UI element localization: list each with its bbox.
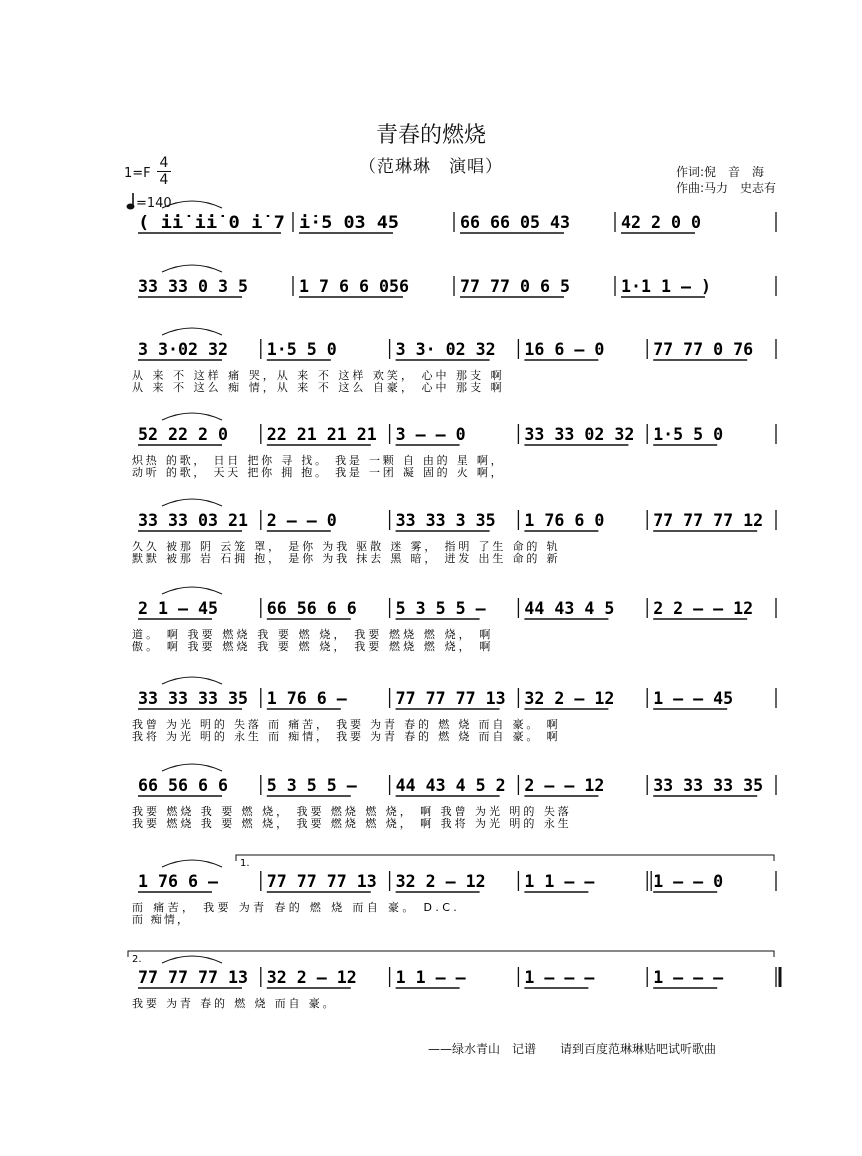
- volta-bracket: [128, 951, 774, 957]
- measure-notes: 1 76 6 –: [138, 872, 219, 892]
- measure-notes: 44 43 4 5 2: [395, 776, 506, 796]
- measure-notes: 1 – – 45: [653, 689, 734, 709]
- slur: [162, 764, 222, 771]
- score-system: [128, 764, 776, 830]
- measure-notes: 2 – – 12: [524, 776, 605, 796]
- lyric-line: 我要 燃烧 我 要 燃 烧， 我要 燃烧 燃 烧， 啊 我曾 为光 明的 失落: [132, 805, 569, 818]
- composer: 作曲:马力 史志有: [676, 181, 777, 195]
- measure-notes: 1 – – 0: [653, 872, 724, 892]
- lyricist: 作词:倪 音 海: [676, 165, 765, 179]
- measure-notes: 3 3· 02 32: [395, 340, 496, 360]
- tempo-value: =140: [136, 196, 172, 211]
- volta-bracket: [236, 855, 774, 861]
- measure-notes: 32 2 – 12: [266, 968, 357, 988]
- score-system: [128, 855, 776, 926]
- measure-notes: 77 77 77 12: [653, 511, 764, 531]
- measure-notes: 33 33 0 3 5: [138, 277, 248, 297]
- measure-notes: 77 77 77 13: [266, 872, 377, 892]
- measure-notes: 77 77 77 13: [395, 689, 506, 709]
- lyric-line: 我要 为青 春的 燃 烧 而自 豪。: [132, 997, 334, 1010]
- song-subtitle: （范琳琳 演唱）: [359, 157, 503, 177]
- slur: [162, 201, 222, 208]
- measure-notes: 66 56 6 6: [266, 599, 357, 619]
- slur: [162, 265, 222, 272]
- lyric-line: 默默 被那 岩 石拥 抱， 是你 为我 抹去 黑 暗， 迸发 出生 命的 新: [132, 552, 558, 565]
- lyric-line: 动听 的歌， 天天 把你 拥 抱。 我是 一团 凝 固的 火 啊，: [132, 466, 502, 479]
- measure-notes: 1 7 6 6 056: [299, 277, 409, 297]
- measure-notes: 32 2 – 12: [524, 689, 615, 709]
- lyric-line: 我将 为光 明的 永生 而 痴情， 我要 为青 春的 燃 烧 而自 豪。 啊: [132, 730, 558, 743]
- measure-notes: 3 – – 0: [395, 425, 466, 445]
- measure-notes: 2 1 – 45: [138, 599, 218, 619]
- measure-notes: 16 6 – 0: [524, 340, 605, 360]
- measure-notes: 22 21 21 21: [266, 425, 377, 445]
- measure-notes: 66 66 05 43: [460, 213, 570, 233]
- measure-notes: 33 33 02 32: [524, 425, 635, 445]
- footer-note: ——绿水青山 记谱 请到百度范琳琳贴吧试听歌曲: [428, 1042, 717, 1056]
- measure-notes: 77 77 0 6 5: [460, 277, 570, 297]
- time-signature-top: 4: [159, 155, 169, 171]
- measure-notes: 44 43 4 5: [524, 599, 615, 619]
- slur: [162, 860, 222, 867]
- score-system: [128, 201, 776, 233]
- measure-notes: 1·1 1 – ): [621, 277, 711, 297]
- measure-notes: 3 3·02 32: [138, 340, 228, 360]
- score-system: [128, 587, 776, 653]
- measure-notes: 42 2 0 0: [621, 213, 701, 233]
- slur: [162, 413, 222, 420]
- measure-notes: ( i̇i̇ i̇i̇ 0 i̇ 7: [138, 213, 285, 233]
- measure-notes: 1·5 5 0: [266, 340, 337, 360]
- measure-notes: 2 2 – – 12: [653, 599, 754, 619]
- volta-number: 1.: [240, 858, 250, 869]
- lyric-line: 炽热 的歌， 日日 把你 寻 找。 我是 一颗 自 由的 星 啊，: [132, 454, 502, 467]
- lyric-line: 而 痴情，: [132, 913, 188, 926]
- key-signature: 1=F: [124, 166, 151, 181]
- measure-notes: 5 3 5 5 –: [266, 776, 358, 796]
- slur: [162, 587, 222, 594]
- slur: [162, 956, 222, 963]
- lyric-line: 我要 燃烧 我 要 燃 烧， 我要 燃烧 燃 烧， 啊 我将 为光 明的 永生: [132, 817, 569, 830]
- measure-notes: 77 77 0 76: [653, 340, 754, 360]
- measure-notes: 1·5 5 0: [653, 425, 724, 445]
- score-system: [128, 265, 776, 297]
- lyric-line: 道。 啊 我要 燃烧 我 要 燃 烧， 我要 燃烧 燃 烧， 啊: [132, 628, 491, 641]
- volta-number: 2.: [132, 954, 142, 965]
- measure-notes: 33 33 03 21: [138, 511, 248, 531]
- measure-notes: 1 76 6 0: [524, 511, 605, 531]
- measure-notes: 1 1 – –: [395, 968, 467, 988]
- measure-notes: i̇·5 03 45: [299, 213, 399, 233]
- slur: [162, 328, 222, 335]
- slur: [162, 499, 222, 506]
- measure-notes: 33 33 3 35: [395, 511, 496, 531]
- score-system: [128, 951, 780, 1010]
- measure-notes: 1 76 6 –: [266, 689, 348, 709]
- lyric-line: 从 来 不 这么 痴 情，从 来 不 这么 自豪， 心中 那支 啊: [132, 381, 502, 394]
- lyric-line: 傲。 啊 我要 燃烧 我 要 燃 烧， 我要 燃烧 燃 烧， 啊: [132, 640, 491, 653]
- score-system: [128, 328, 776, 394]
- slur: [162, 677, 222, 684]
- lyric-line: 我曾 为光 明的 失落 而 痛苦， 我要 为青 春的 燃 烧 而自 豪。 啊: [132, 718, 558, 731]
- measure-notes: 52 22 2 0: [138, 425, 228, 445]
- measure-notes: 1 – – –: [653, 968, 724, 988]
- measure-notes: 33 33 33 35: [138, 689, 248, 709]
- score-system: [128, 413, 776, 479]
- measure-notes: 1 – – –: [524, 968, 596, 988]
- time-signature-bottom: 4: [157, 171, 171, 188]
- lyric-line: 而 痛苦， 我要 为青 春的 燃 烧 而自 豪。 D.C.: [132, 901, 457, 914]
- song-title: 青春的燃烧: [375, 123, 486, 148]
- measure-notes: 5 3 5 5 –: [395, 599, 487, 619]
- measure-notes: 33 33 33 35: [653, 776, 764, 796]
- measure-notes: 66 56 6 6: [138, 776, 228, 796]
- score-system: [128, 499, 776, 565]
- measure-notes: 2 – – 0: [266, 511, 337, 531]
- lyric-line: 久久 被那 阴 云笼 罩， 是你 为我 驱散 迷 雾， 指明 了生 命的 轨: [132, 540, 558, 553]
- measure-notes: 1 1 – –: [524, 872, 596, 892]
- score-system: [128, 677, 776, 743]
- measure-notes: 77 77 77 13: [138, 968, 248, 988]
- lyric-line: 从 来 不 这样 痛 哭，从 来 不 这样 欢笑， 心中 那支 啊: [132, 369, 502, 382]
- measure-notes: 32 2 – 12: [395, 872, 486, 892]
